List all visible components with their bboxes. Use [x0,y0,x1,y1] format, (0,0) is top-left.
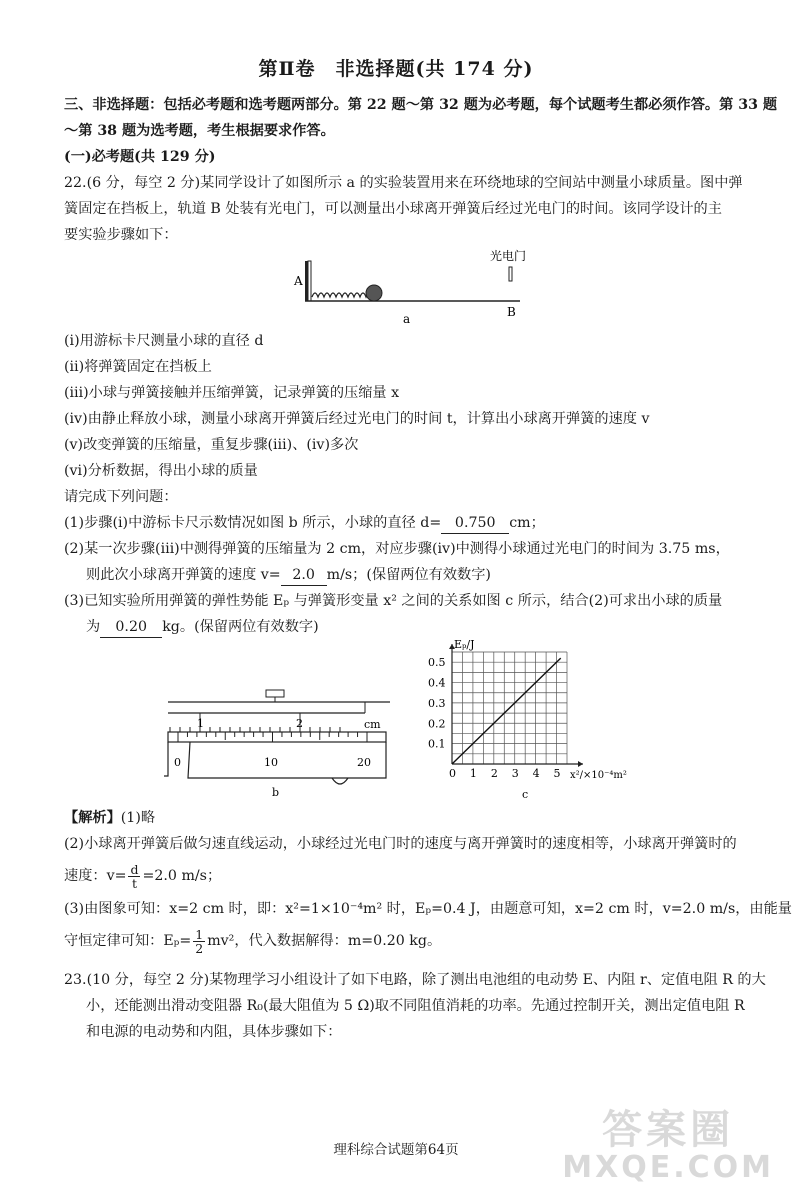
q3-answer: 0.20 [100,617,162,638]
main-tick-1: 1 [197,717,204,730]
x-tick-label: 5 [553,767,561,780]
vernier-tick-0: 0 [174,756,181,769]
step-5: (ⅴ)改变弹簧的压缩量，重复步骤(ⅲ)、(ⅳ)多次 [64,437,359,453]
step-6: (ⅵ)分析数据，得出小球的质量 [64,463,258,479]
analysis-2-line1: (2)小球离开弹簧后做匀速直线运动，小球经过光电门时的速度与离开弹簧时的速度相等，小球离开弹簧时的 [64,836,737,852]
chart-ylabel: Eₚ/J [454,638,475,651]
fig-c-caption: c [522,788,529,801]
q2-unit: m/s；(保留两位有效数字) [326,567,491,583]
x-tick-label: 1 [469,767,477,780]
question-2 [86,565,762,586]
fig-a-label-B: B [507,305,516,319]
analysis-3-text: 守恒定律可知：Eₚ= [64,933,192,949]
x-tick-label: 3 [511,767,519,780]
x-tick-label: 4 [532,767,540,780]
q3-unit: kg。(保留两位有效数字) [162,619,319,635]
analysis-label: 【解析】 [64,810,121,826]
y-tick-label: 0.5 [428,656,446,670]
section-intro-line1: 三、非选择题：包括必考题和选考题两部分。第 22 题～第 32 题为必考题，每个试题考生都必须作答。第 33 题 [64,97,778,113]
chart-xlabel: x²/×10⁻⁴m² [570,770,627,781]
q1-text: (1)步骤(ⅰ)中游标卡尺示数情况如图 b 所示，小球的直径 d= [64,515,442,531]
q22-line3: 要实验步骤如下： [64,227,178,243]
q22-line1: 22.(6 分，每空 2 分)某同学设计了如图所示 a 的实验装置用来在环绕地球的空间站中测量小球质量。图中弹 [64,175,743,191]
question-1 [64,513,762,534]
fraction-denominator: t [131,875,137,891]
vernier-ticks [170,727,367,742]
figure-b [160,680,396,800]
vernier-tick-10: 10 [264,756,278,769]
x-tick-label: 0 [449,767,456,780]
step-1: (ⅰ)用游标卡尺测量小球的直径 d [64,333,264,349]
series-line [452,658,561,764]
main-tick-2: 2 [296,717,303,730]
q1-unit: cm； [509,515,545,531]
q3-line1: (3)已知实验所用弹簧的弹性势能 Eₚ 与弹簧形变量 x² 之间的关系如图 c 所示，结合(2)可求出小球的质量 [64,593,723,609]
figure-a [285,245,545,327]
q2-line1: (2)某一次步骤(ⅲ)中测得弹簧的压缩量为 2 cm，对应步骤(ⅳ)中测得小球通过光电门的时间为 3.75 ms， [64,541,730,557]
fig-a-label-A: A [294,274,303,288]
step-3: (ⅲ)小球与弹簧接触并压缩弹簧，记录弹簧的压缩量 x [64,385,400,401]
analysis-3-line2 [64,925,762,957]
y-tick-label: 0.3 [428,696,446,710]
q23-line2: 小，还能测出滑动变阻器 R₀(最大阻值为 5 Ω)取不同阻值消耗的功率。先通过控制开关，测出定值电阻 R [86,998,745,1014]
analysis-2-result: =2.0 m/s； [142,868,222,884]
analysis-part1: (1)略 [120,810,156,826]
q22-line2: 簧固定在挡板上，轨道 B 处装有光电门，可以测量出小球离开弹簧后经过光电门的时间。该同学设计的主 [64,201,722,217]
fig-a-caption: a [403,312,411,326]
analysis-heading [64,808,762,828]
q3-text: 为 [86,619,101,635]
analysis-2-line2 [64,860,762,892]
q2-text: 则此次小球离开弹簧的速度 v= [86,567,281,583]
main-scale-ticks [200,713,300,726]
x-tick-label: 2 [490,767,498,780]
section-title: 第Ⅱ卷 非选择题(共 174 分) [258,58,534,80]
watermark-logo: 答案圈 MXQE.COM [562,1107,774,1185]
q23-line1: 23.(10 分，每空 2 分)某物理学习小组设计了如下电路，除了测出电池组的电动势 E、内阻 r、定值电阻 R 的大 [64,972,766,988]
y-tick-label: 0.2 [428,717,446,731]
fraction-numerator: 1 [195,926,204,942]
x-axis-arrow [578,761,583,767]
q2-answer: 2.0 [281,565,327,586]
section-intro-line2: ～第 38 题为选考题，考生根据要求作答。 [64,123,335,139]
analysis-2-text: 速度：v= [64,868,127,884]
page-footer: 理科综合试题第64页 [333,1142,459,1158]
fraction-numerator: d [130,861,139,877]
q1-answer: 0.750 [441,513,509,534]
main-scale-unit: cm [364,718,381,731]
fig-a-gate-label: 光电门 [490,249,527,263]
figure-c-chart [410,630,650,802]
y-tick-label: 0.4 [428,676,446,690]
y-tick-label: 0.1 [428,737,446,751]
required-heading: (一)必考题(共 129 分) [64,149,216,165]
fraction-d-over-t [128,863,140,890]
prompt: 请完成下列问题： [64,489,178,505]
analysis-3-line1: (3)由图象可知：x=2 cm 时，即：x²=1×10⁻⁴m² 时，Eₚ=0.4 J，由题意可知，x=2 cm 时，v=2.0 m/s，由能量 [64,901,792,917]
fraction-denominator: 2 [195,940,204,956]
analysis-3-result: mv²，代入数据解得：m=0.20 kg。 [207,933,442,949]
fraction-one-half [193,928,205,955]
q23-line3: 和电源的电动势和内阻，具体步骤如下： [86,1024,342,1040]
vernier-tick-20: 20 [357,756,371,769]
fig-b-caption: b [272,786,280,799]
step-2: (ⅱ)将弹簧固定在挡板上 [64,359,212,375]
step-4: (ⅳ)由静止释放小球，测量小球离开弹簧后经过光电门的时间 t，计算出小球离开弹簧的速度 v [64,411,650,427]
